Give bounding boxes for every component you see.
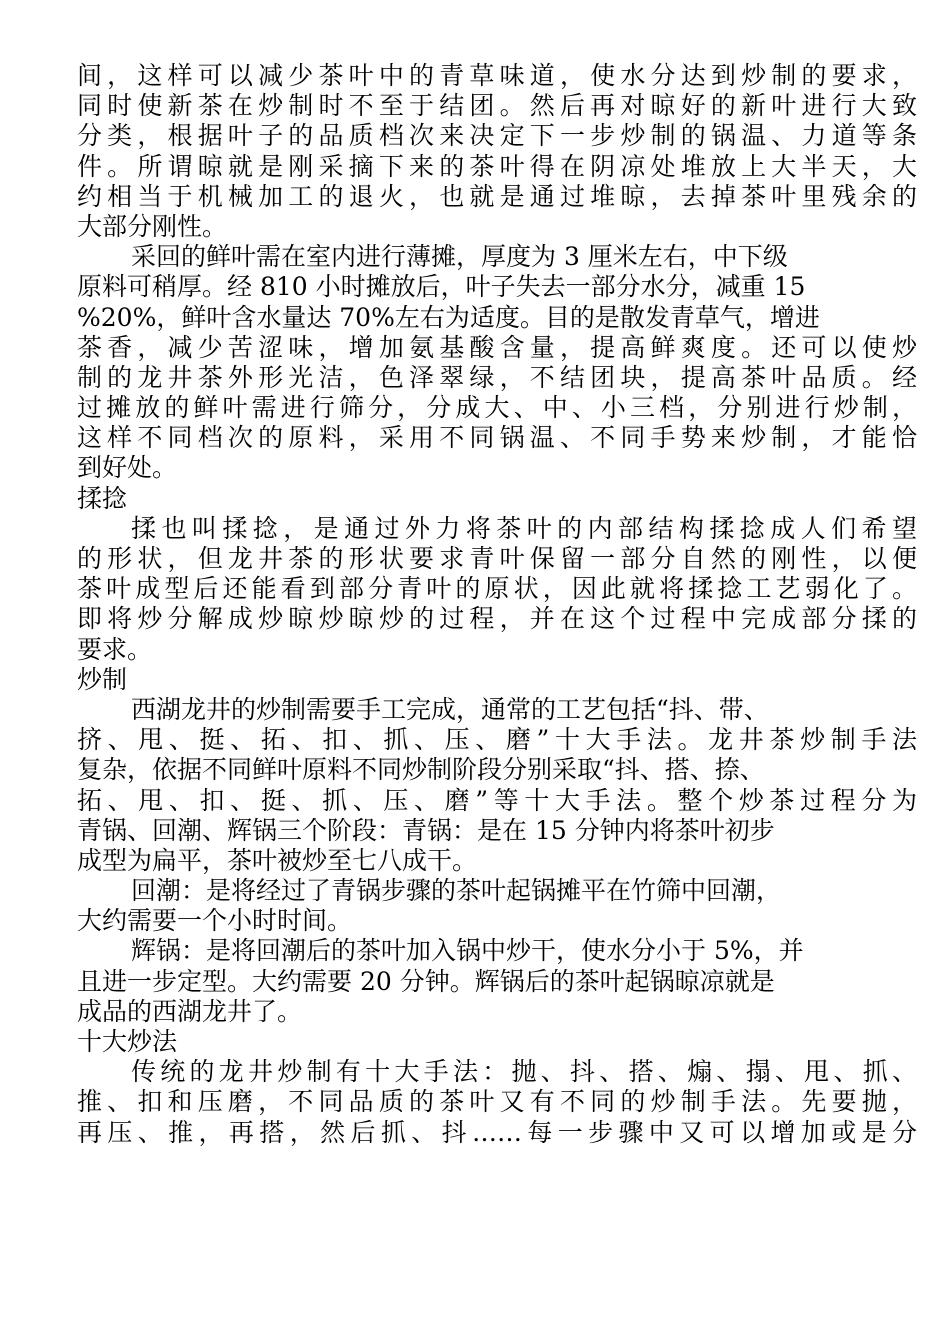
text-line: 茶叶成型后还能看到部分青叶的原状，因此就将揉捻工艺弱化了。 [77, 574, 917, 604]
paragraph-1 [77, 61, 917, 242]
paragraph-6 [77, 936, 917, 1027]
text-line: 推、扣和压磨，不同品质的茶叶又有不同的炒制手法。先要抛， [77, 1087, 917, 1117]
text-line: 复杂，依据不同鲜叶原料不同炒制阶段分别采取“抖、搭、捺、 [77, 755, 765, 785]
paragraph-5 [77, 876, 917, 936]
text-line: 茶香，减少苦涩味，增加氨基酸含量，提高鲜爽度。还可以使炒 [77, 332, 917, 362]
paragraph-4 [77, 695, 917, 876]
text-line: 要求。 [77, 634, 153, 664]
text-line: 成品的西湖龙井了。 [77, 996, 303, 1026]
text-line: %20%，鲜叶含水量达 70%左右为适度。目的是散发青草气，增进 [77, 302, 820, 332]
text-line: 成型为扁平，茶叶被炒至七八成干。 [77, 845, 478, 875]
text-line: 到好处。 [77, 453, 178, 483]
section-heading-chaozhi [77, 665, 917, 695]
text-line: 再压、推，再搭，然后抓、抖……每一步骤中又可以增加或是分 [77, 1117, 917, 1147]
text-line: 大部分刚性。 [77, 211, 228, 241]
text-line: 辉锅：是将回潮后的茶叶加入锅中炒干，使水分小于 5%，并 [131, 936, 804, 966]
text-line: 的形状，但龙井茶的形状要求青叶保留一部分自然的刚性，以便 [77, 544, 917, 573]
text-line: 挤、甩、挺、拓、扣、抓、压、磨”十大手法。龙井茶炒制手法 [77, 725, 917, 755]
text-line: 同时使新茶在炒制时不至于结团。然后再对晾好的新叶进行大致 [77, 91, 917, 121]
text-line: 即将炒分解成炒晾炒晾炒的过程，并在这个过程中完成部分揉的 [77, 604, 917, 634]
paragraph-3 [77, 514, 917, 665]
text-line: 件。所谓晾就是刚采摘下来的茶叶得在阴凉处堆放上大半天，大 [77, 151, 917, 181]
text-line: 分类，根据叶子的品质档次来决定下一步炒制的锅温、力道等条 [77, 121, 917, 151]
section-heading: 十大炒法 [77, 1027, 178, 1056]
text-line: 采回的鲜叶需在室内进行薄摊，厚度为 3 厘米左右，中下级 [131, 242, 788, 272]
section-heading: 揉捻 [77, 483, 128, 513]
paragraph-2 [77, 242, 917, 484]
text-line: 约相当于机械加工的退火，也就是通过堆晾，去掉茶叶里残余的 [77, 181, 917, 211]
text-line: 制的龙井茶外形光洁，色泽翠绿，不结团块，提高茶叶品质。经 [77, 362, 917, 392]
text-line: 大约需要一个小时时间。 [77, 906, 353, 936]
text-line: 且进一步定型。大约需要 20 分钟。辉锅后的茶叶起锅晾凉就是 [77, 966, 775, 996]
text-line: 这样不同档次的原料，采用不同锅温、不同手势来炒制，才能恰 [77, 423, 917, 453]
text-line: 原料可稍厚。经 810 小时摊放后，叶子失去一部分水分，减重 15 [77, 272, 806, 302]
text-line: 西湖龙井的炒制需要手工完成，通常的工艺包括“抖、带、 [131, 694, 769, 724]
text-line: 青锅、回潮、辉锅三个阶段：青锅：是在 15 分钟内将茶叶初步 [77, 815, 775, 845]
text-line: 拓、甩、扣、挺、抓、压、磨”等十大手法。整个炒茶过程分为 [77, 785, 917, 815]
document-page [77, 61, 917, 1148]
section-heading-rounian [77, 484, 917, 514]
text-line: 过摊放的鲜叶需进行筛分，分成大、中、小三档，分别进行炒制， [77, 393, 917, 423]
text-line: 回潮：是将经过了青锅步骤的茶叶起锅摊平在竹筛中回潮， [131, 876, 782, 906]
section-heading: 炒制 [77, 664, 128, 694]
text-line: 间，这样可以减少茶叶中的青草味道，使水分达到炒制的要求， [77, 61, 917, 90]
text-line: 传统的龙井炒制有十大手法：抛、抖、搭、煽、搨、甩、抓、 [131, 1057, 917, 1087]
section-heading-shidachaofa [77, 1027, 917, 1057]
text-line: 揉也叫揉捻，是通过外力将茶叶的内部结构揉捻成人们希望 [131, 513, 917, 543]
paragraph-7 [77, 1057, 917, 1148]
